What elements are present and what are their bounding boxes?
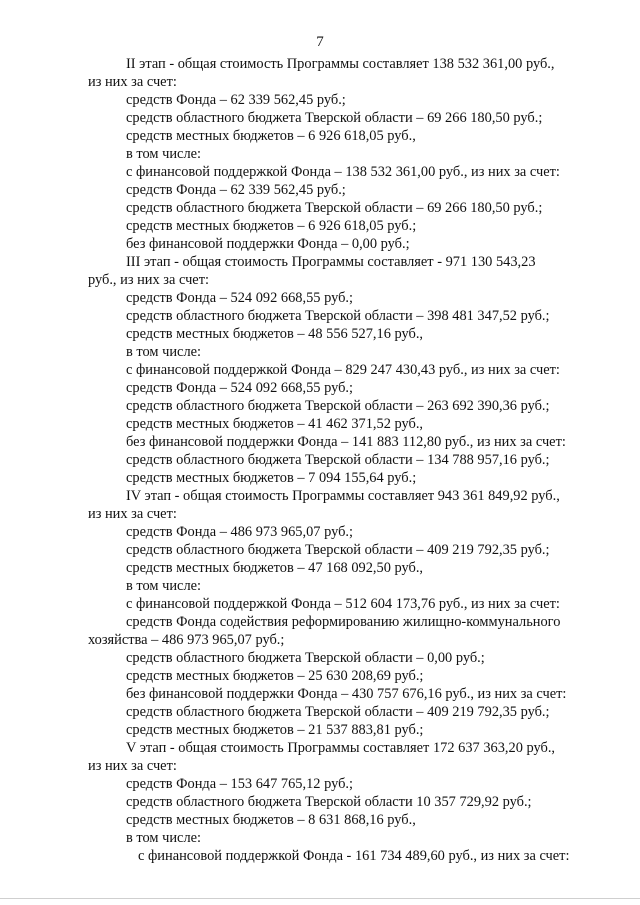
text-line: средств местных бюджетов – 7 094 155,64 руб.; (126, 470, 417, 486)
text-line: средств местных бюджетов – 21 537 883,81 руб.; (126, 722, 424, 738)
text-line: в том числе: (126, 146, 202, 162)
text-line: средств областного бюджета Тверской области 10 357 729,92 руб.; (126, 794, 532, 810)
text-line: средств областного бюджета Тверской области – 409 219 792,35 руб.; (126, 542, 550, 558)
text-line: средств местных бюджетов – 6 926 618,05 руб.; (126, 218, 417, 234)
text-line: средств местных бюджетов – 48 556 527,16 руб., (126, 326, 424, 342)
text-line: средств Фонда – 524 092 668,55 руб.; (126, 290, 354, 306)
text-line: из них за счет: (88, 506, 177, 522)
text-line: IV этап - общая стоимость Программы составляет 943 361 849,92 руб., (126, 488, 560, 504)
text-line: средств Фонда – 486 973 965,07 руб.; (126, 524, 354, 540)
text-line: III этап - общая стоимость Программы составляет - 971 130 543,23 (126, 254, 536, 270)
text-line: средств областного бюджета Тверской области – 69 266 180,50 руб.; (126, 200, 543, 216)
text-line: средств местных бюджетов – 47 168 092,50 руб., (126, 560, 424, 576)
text-line: с финансовой поддержкой Фонда – 829 247 430,43 руб., из них за счет: (126, 362, 560, 378)
text-line: средств областного бюджета Тверской области – 409 219 792,35 руб.; (126, 704, 550, 720)
text-line: из них за счет: (88, 74, 177, 90)
text-line: V этап - общая стоимость Программы составляет 172 637 363,20 руб., (126, 740, 556, 756)
text-line: средств Фонда – 153 647 765,12 руб.; (126, 776, 354, 792)
text-line: средств областного бюджета Тверской области – 0,00 руб.; (126, 650, 485, 666)
text-line: с финансовой поддержкой Фонда - 161 734 489,60 руб., из них за счет: (138, 848, 570, 864)
text-line: руб., из них за счет: (88, 272, 209, 288)
text-line: средств Фонда – 62 339 562,45 руб.; (126, 182, 346, 198)
text-line: с финансовой поддержкой Фонда – 138 532 361,00 руб., из них за счет: (126, 164, 560, 180)
text-line: средств Фонда содействия реформированию жилищно-коммунального (126, 614, 561, 630)
text-line: средств областного бюджета Тверской области – 398 481 347,52 руб.; (126, 308, 550, 324)
text-line: без финансовой поддержки Фонда – 141 883 112,80 руб., из них за счет: (126, 434, 566, 450)
text-line: хозяйства – 486 973 965,07 руб.; (88, 632, 285, 648)
text-line: средств областного бюджета Тверской области – 263 692 390,36 руб.; (126, 398, 550, 414)
scan-edge-divider (0, 898, 640, 899)
text-line: средств местных бюджетов – 41 462 371,52 руб., (126, 416, 424, 432)
text-line: средств местных бюджетов – 25 630 208,69 руб.; (126, 668, 424, 684)
text-line: средств местных бюджетов – 8 631 868,16 руб., (126, 812, 416, 828)
text-line: II этап - общая стоимость Программы составляет 138 532 361,00 руб., (126, 56, 555, 72)
text-line: средств областного бюджета Тверской области – 69 266 180,50 руб.; (126, 110, 543, 126)
text-line: с финансовой поддержкой Фонда – 512 604 173,76 руб., из них за счет: (126, 596, 560, 612)
text-line: в том числе: (126, 578, 202, 594)
text-line: средств Фонда – 62 339 562,45 руб.; (126, 92, 346, 108)
text-line: из них за счет: (88, 758, 177, 774)
text-line: средств местных бюджетов – 6 926 618,05 руб., (126, 128, 416, 144)
text-line: средств областного бюджета Тверской области – 134 788 957,16 руб.; (126, 452, 550, 468)
page-number: 7 (316, 34, 324, 50)
text-line: без финансовой поддержки Фонда – 0,00 руб.; (126, 236, 410, 252)
text-line: в том числе: (126, 830, 202, 846)
text-line: в том числе: (126, 344, 202, 360)
text-line: без финансовой поддержки Фонда – 430 757 676,16 руб., из них за счет: (126, 686, 567, 702)
text-line: средств Фонда – 524 092 668,55 руб.; (126, 380, 354, 396)
